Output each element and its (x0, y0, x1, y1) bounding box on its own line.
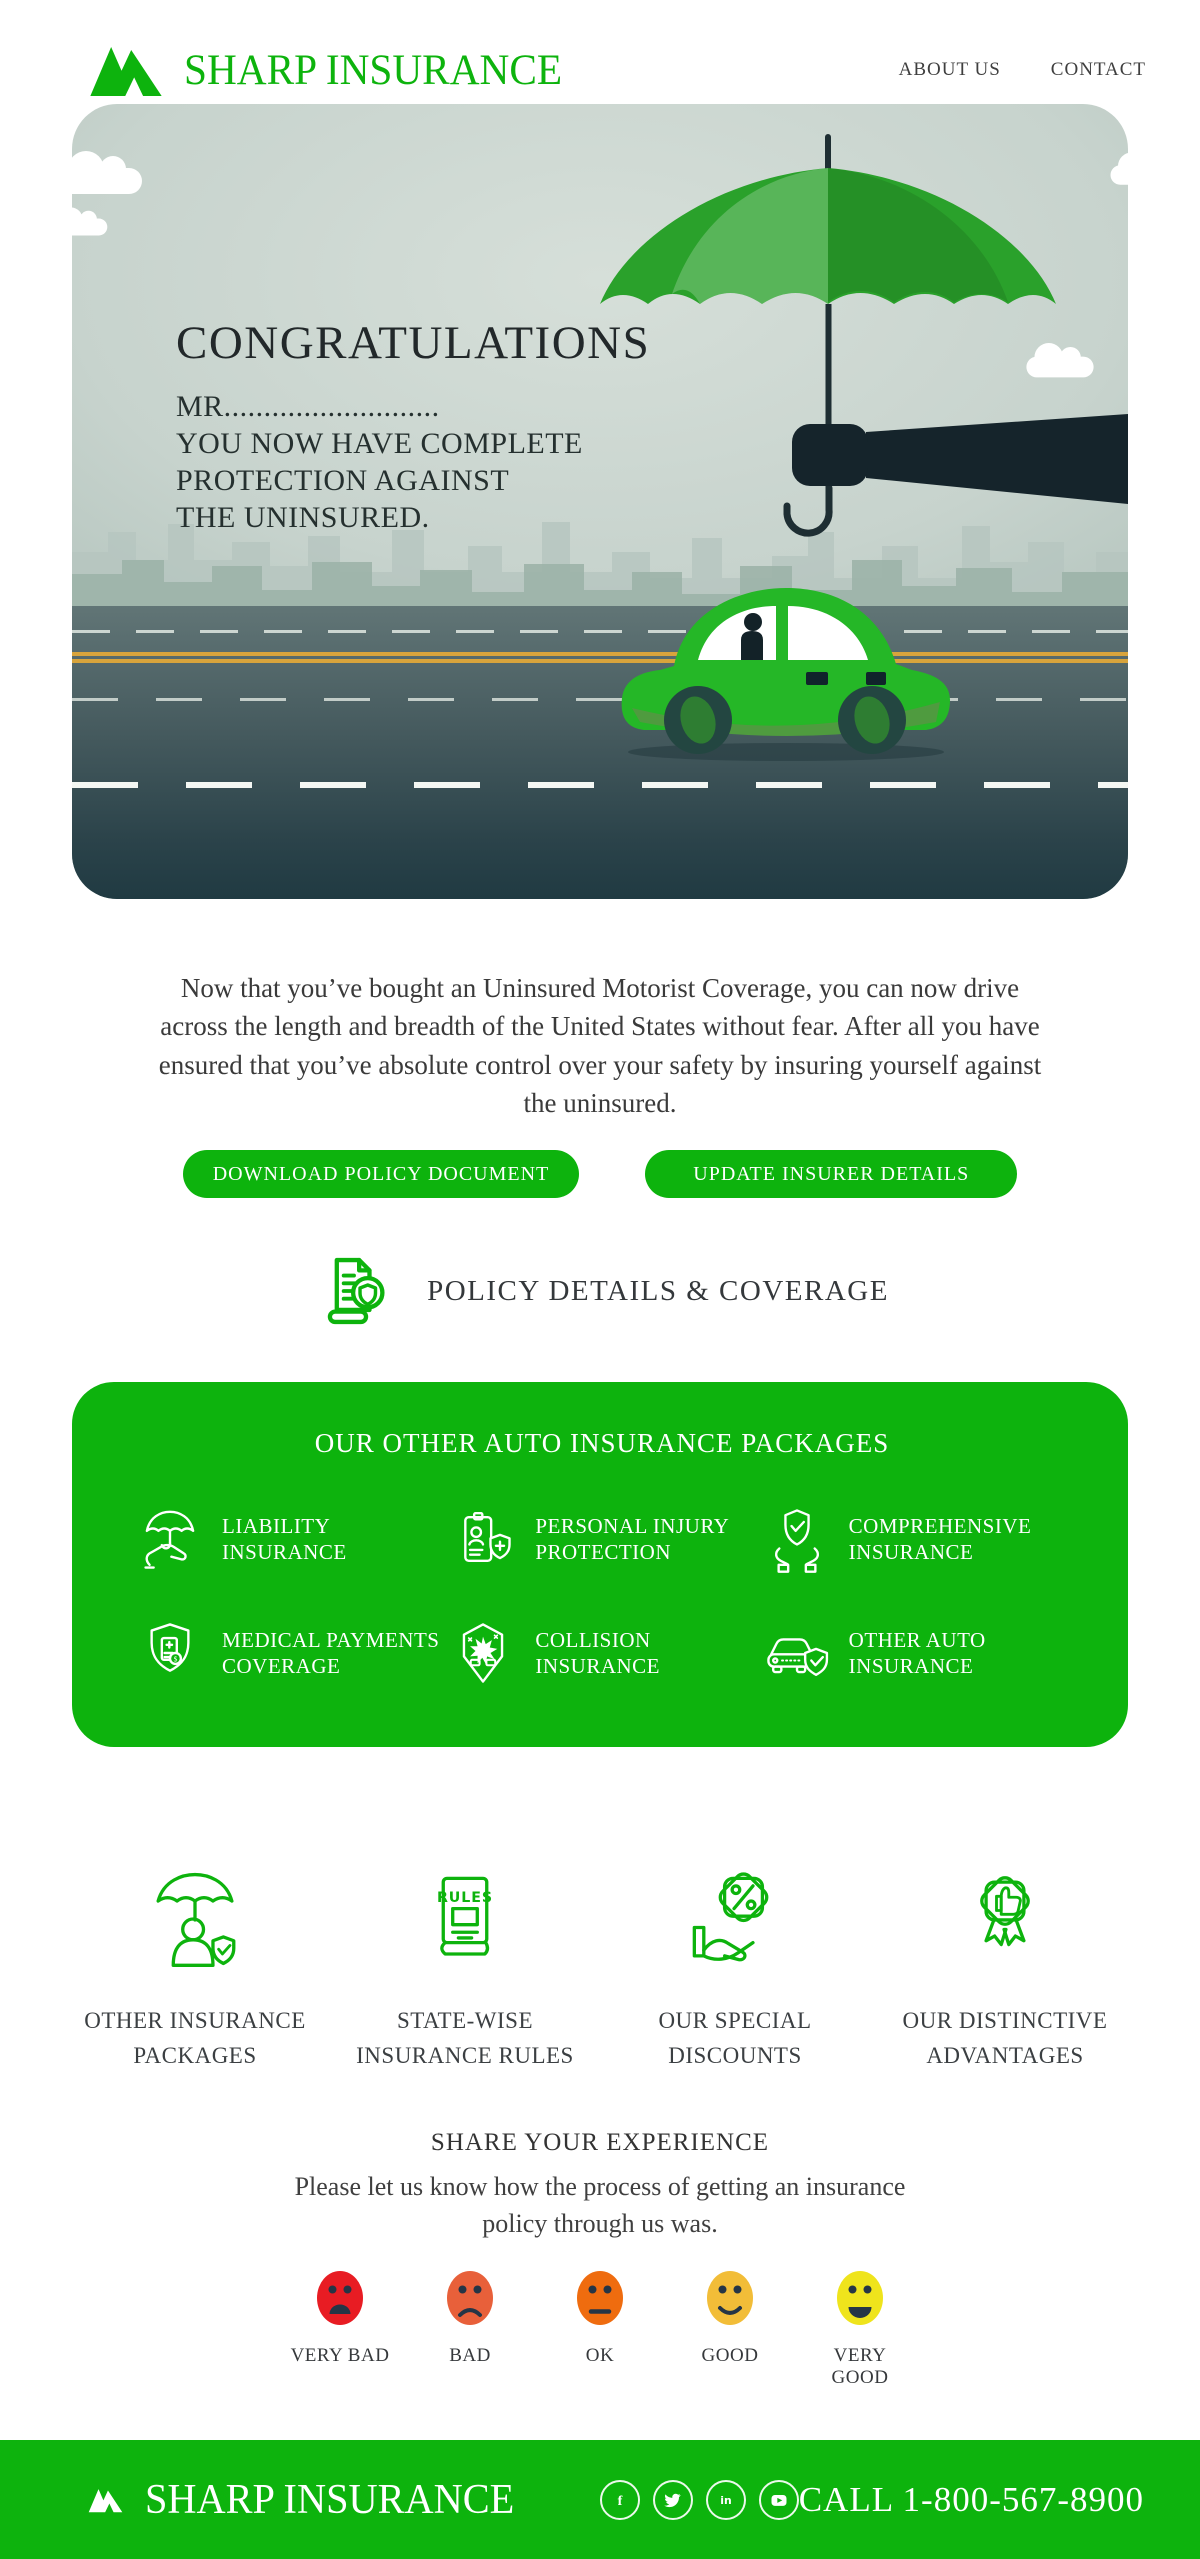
shield-check-hands-icon (763, 1505, 831, 1573)
rating-label: OK (585, 2345, 615, 2367)
header (0, 0, 1200, 104)
header-nav (899, 59, 1146, 81)
brand-home-link[interactable] (88, 44, 578, 96)
share-text: Please let us know how the process of getting an insurance policy through us was. (294, 2172, 906, 2239)
good-face-icon (705, 2269, 755, 2327)
package-collision[interactable] (449, 1619, 754, 1687)
nav-about-us[interactable]: ABOUT US (898, 59, 1001, 80)
brand-name: SHARP INSURANCE (184, 46, 563, 94)
svg-text:RULES: RULES (436, 1890, 494, 1907)
action-buttons (0, 1150, 1200, 1198)
rating-bad[interactable] (419, 2269, 521, 2389)
share-experience-section (0, 2129, 1200, 2389)
package-label: COLLISION (535, 1628, 651, 1653)
hero-illustration (72, 104, 1128, 899)
package-label: INSURANCE (848, 1654, 974, 1679)
hero-line-mr: MR........................... (176, 390, 440, 423)
package-label: MEDICAL PAYMENTS (222, 1628, 440, 1653)
facebook-icon[interactable] (600, 2480, 640, 2520)
rating-label: GOOD (701, 2345, 759, 2367)
rating-label: BAD (449, 2345, 491, 2367)
rating-very-good[interactable] (809, 2269, 911, 2389)
package-medical-payments[interactable] (136, 1619, 441, 1687)
package-label: INSURANCE (222, 1540, 347, 1565)
hero-title: CONGRATULATIONS (176, 317, 651, 369)
rating-row (0, 2269, 1200, 2389)
share-title: SHARE YOUR EXPERIENCE (430, 2129, 770, 2157)
twitter-icon[interactable] (653, 2480, 693, 2520)
package-liability[interactable] (136, 1505, 441, 1573)
feature-state-rules[interactable] (330, 1867, 600, 2073)
road-double-yellow-line (72, 652, 1128, 663)
feature-label: OUR SPECIAL (658, 2008, 812, 2034)
rating-very-bad[interactable] (289, 2269, 391, 2389)
cloud-icon (72, 219, 107, 236)
road-dashed-line (72, 782, 1128, 788)
ok-face-icon (575, 2269, 625, 2327)
car-shield-icon (763, 1619, 831, 1687)
hero-subtitle (176, 388, 583, 536)
feature-label: STATE-WISE (396, 2008, 534, 2034)
svg-text:$: $ (173, 1654, 178, 1664)
road (72, 606, 1128, 899)
packages-title: OUR OTHER AUTO INSURANCE PACKAGES (314, 1428, 890, 1459)
svg-text:f: f (617, 2492, 623, 2509)
rating-label: VERY GOOD (831, 2345, 889, 2389)
sharp-insurance-logo-icon (88, 2472, 123, 2528)
hero-line-3: PROTECTION AGAINST (176, 464, 510, 497)
bad-face-icon (445, 2269, 495, 2327)
policy-details-link[interactable] (0, 1248, 1200, 1334)
green-car-illustration (610, 570, 962, 766)
feature-label: INSURANCE RULES (356, 2042, 574, 2068)
cloud-icon (72, 168, 142, 194)
feature-label: ADVANTAGES (926, 2042, 1084, 2068)
feature-label: OTHER INSURANCE (84, 2008, 306, 2034)
packages-panel (72, 1382, 1128, 1747)
rating-ok[interactable] (549, 2269, 651, 2389)
feature-label: PACKAGES (133, 2042, 257, 2068)
policy-document-shield-icon (311, 1248, 397, 1334)
very-bad-face-icon (315, 2269, 365, 2327)
social-links (600, 2480, 799, 2520)
package-personal-injury[interactable] (449, 1505, 754, 1573)
policy-details-label: POLICY DETAILS & COVERAGE (427, 1274, 889, 1307)
person-umbrella-icon (143, 1867, 247, 1971)
package-label: OTHER AUTO (848, 1628, 986, 1653)
svg-text:in: in (719, 2493, 732, 2507)
footer-phone[interactable]: CALL 1-800-567-8900 (798, 2479, 1144, 2519)
footer (0, 2440, 1200, 2559)
package-other-auto[interactable] (763, 1619, 1068, 1687)
very-good-face-icon (835, 2269, 885, 2327)
feature-discounts[interactable] (600, 1867, 870, 2073)
package-comprehensive[interactable] (763, 1505, 1068, 1573)
collision-shield-icon (449, 1619, 517, 1687)
injury-report-shield-icon (449, 1505, 517, 1573)
nav-contact[interactable]: CONTACT (1050, 59, 1146, 80)
rating-good[interactable] (679, 2269, 781, 2389)
update-insurer-button[interactable]: UPDATE INSURER DETAILS (645, 1150, 1017, 1198)
linkedin-icon[interactable] (706, 2480, 746, 2520)
intro-paragraph: Now that you’ve bought an Uninsured Motorist Coverage, you can now drive across the length and breadth of the United States without fear. After all you have ensured that you’ve absolute control over your safety by insuring yourself against the uninsured. (158, 973, 1042, 1118)
rating-label: VERY BAD (290, 2345, 390, 2367)
feature-label: OUR DISTINCTIVE (902, 2008, 1108, 2034)
download-policy-button[interactable]: DOWNLOAD POLICY DOCUMENT (183, 1150, 580, 1198)
package-label: COMPREHENSIVE (848, 1514, 1032, 1539)
sharp-insurance-logo-icon (88, 44, 164, 96)
medical-shield-icon (136, 1619, 204, 1687)
road-dashed-line (72, 698, 1128, 701)
package-label: PROTECTION (535, 1540, 671, 1565)
package-label: PERSONAL INJURY (535, 1514, 730, 1539)
feature-advantages[interactable] (870, 1867, 1140, 2073)
road-dashed-line (72, 630, 1128, 633)
package-label: COVERAGE (222, 1654, 341, 1679)
package-label: LIABILITY (222, 1514, 331, 1539)
award-thumbs-up-icon (953, 1867, 1057, 1971)
feature-other-packages[interactable] (60, 1867, 330, 2073)
packages-grid (136, 1505, 1068, 1687)
feature-links (60, 1867, 1140, 2073)
discount-hand-icon (683, 1867, 787, 1971)
umbrella-hand-icon (136, 1505, 204, 1573)
footer-brand-name: SHARP INSURANCE (145, 2476, 515, 2523)
hero-line-2: YOU NOW HAVE COMPLETE (176, 427, 583, 460)
package-label: INSURANCE (848, 1540, 974, 1565)
youtube-icon[interactable] (759, 2480, 799, 2520)
hero-line-4: THE UNINSURED. (176, 501, 430, 534)
rules-book-icon (413, 1867, 517, 1971)
package-label: INSURANCE (535, 1654, 661, 1679)
feature-label: DISCOUNTS (668, 2042, 802, 2068)
